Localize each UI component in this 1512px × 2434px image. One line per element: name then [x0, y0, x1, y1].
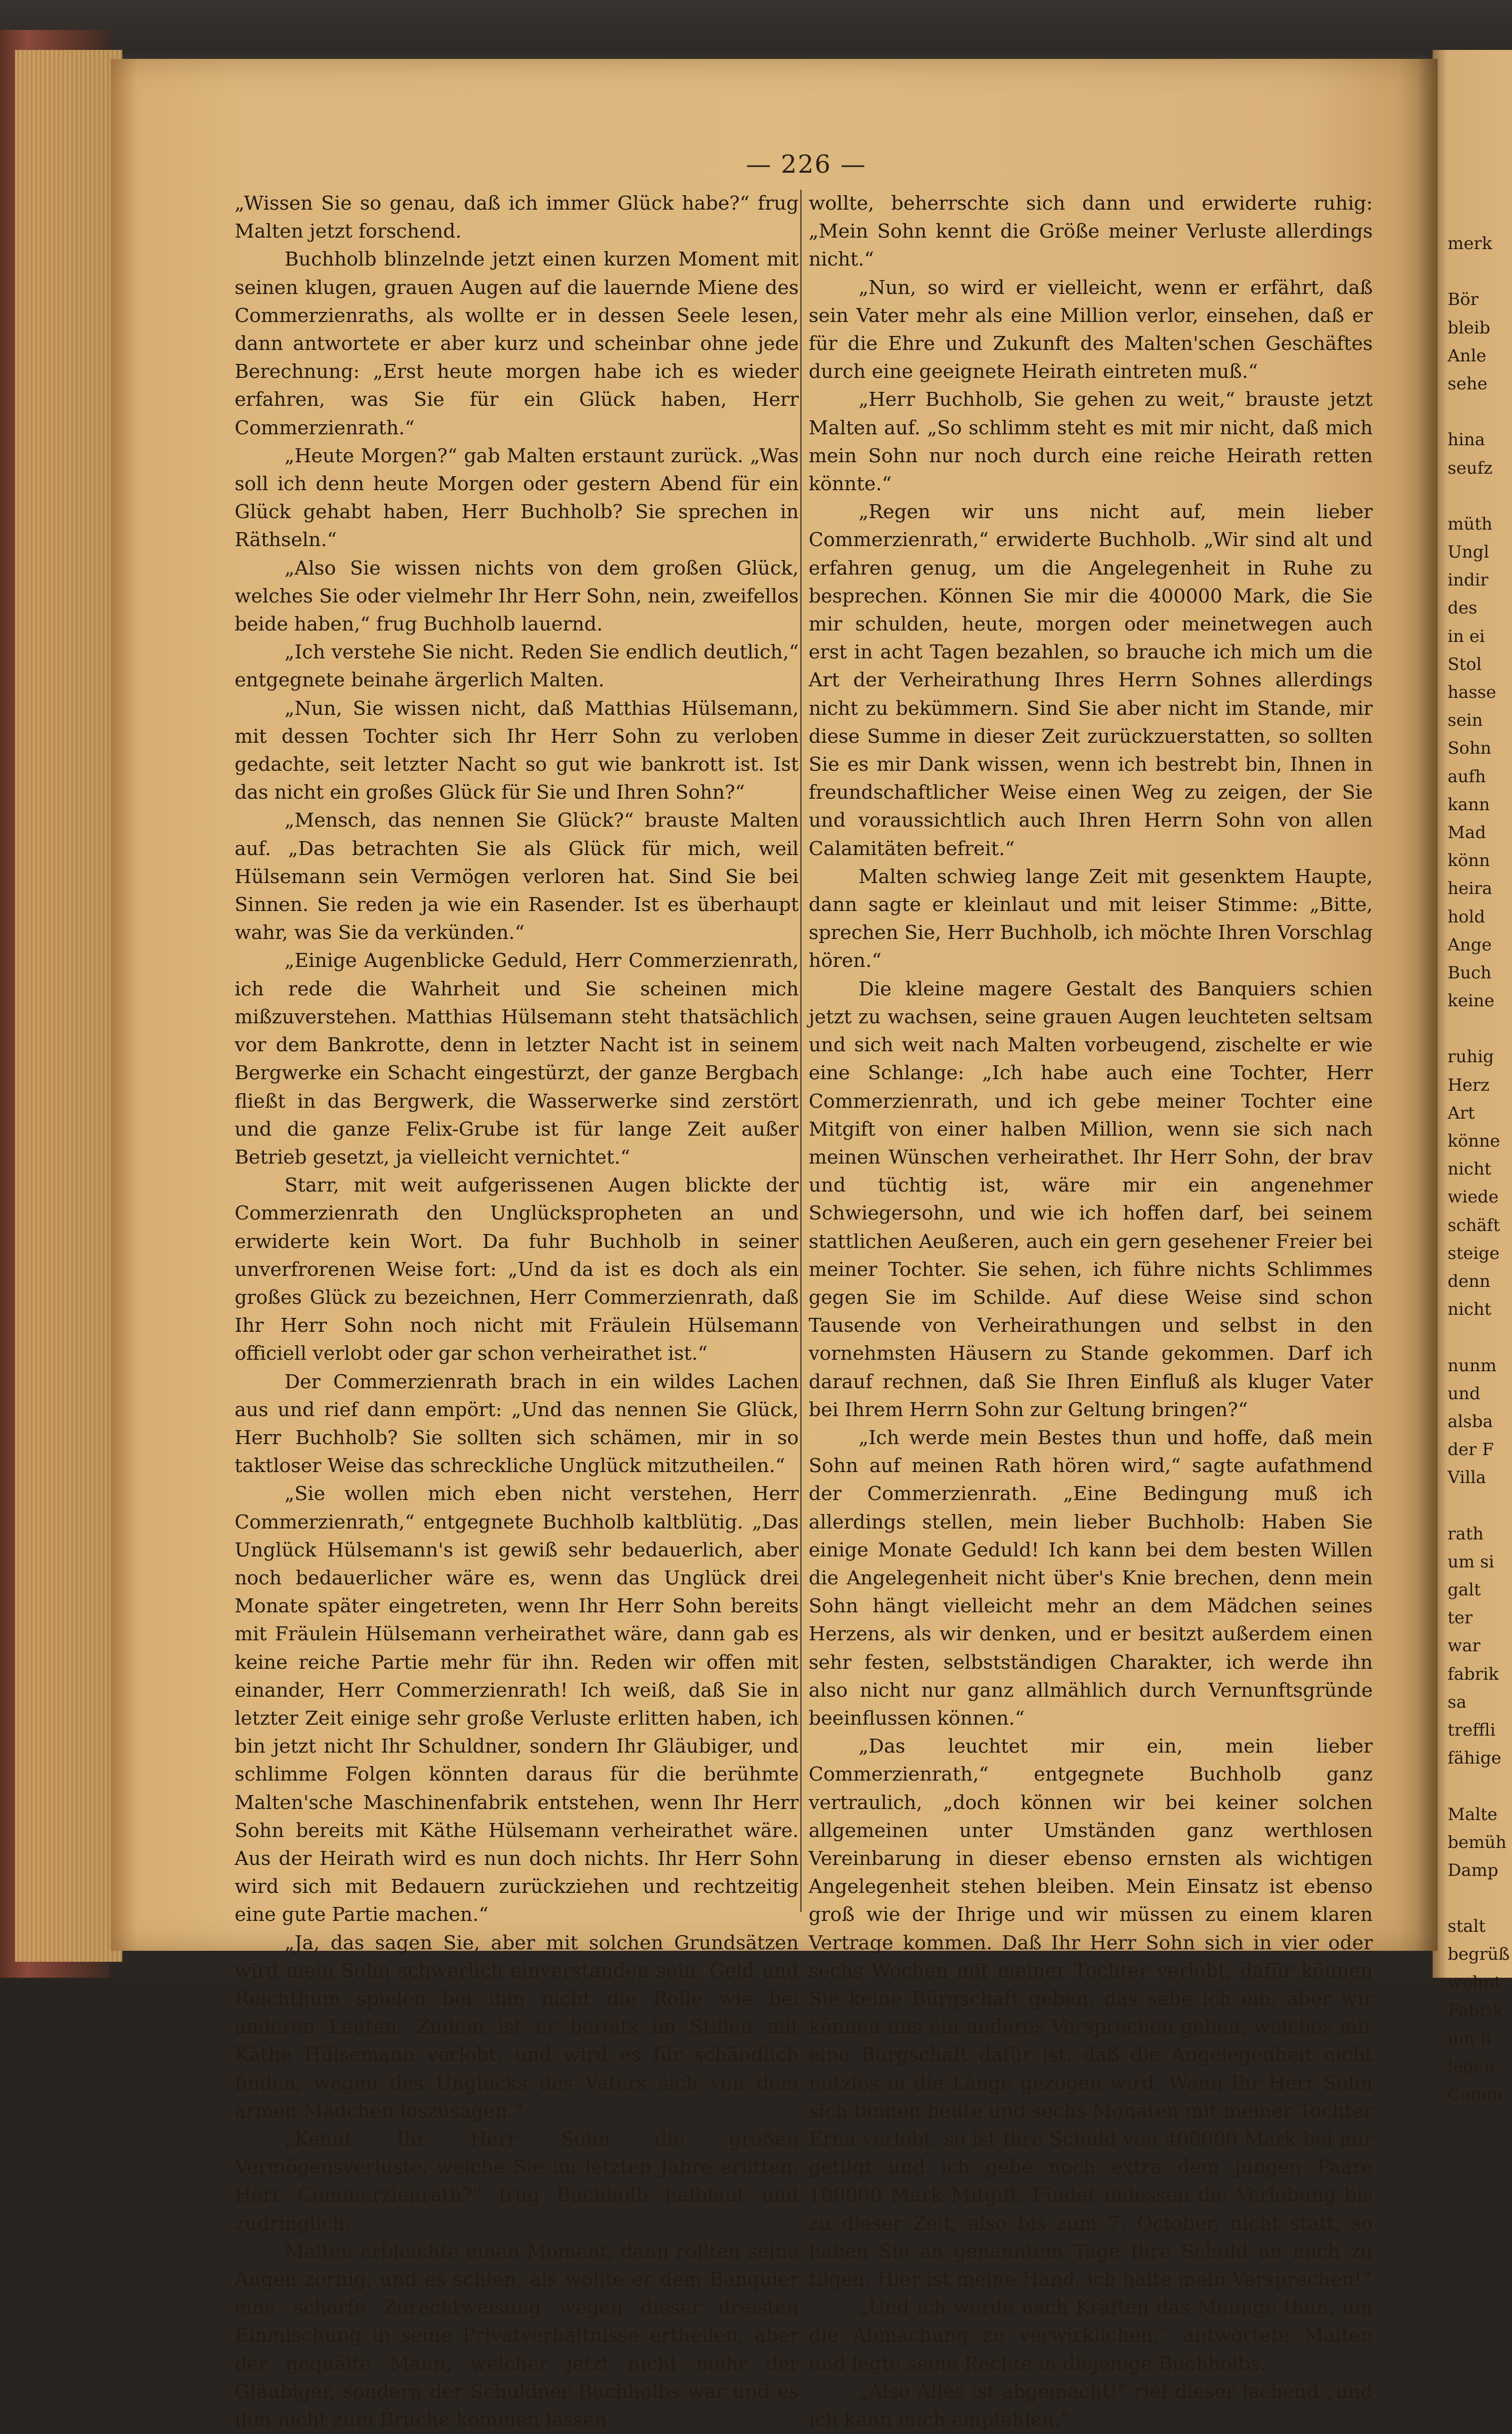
facing-page-line-fragment: Damp — [1448, 1860, 1499, 1880]
facing-page-line-fragment: Buch — [1448, 962, 1492, 983]
facing-page-line-fragment: wohnt — [1448, 1972, 1502, 1993]
paragraph: „Wissen Sie so genau, daß ich immer Glück habe?“ frug Malten jetzt forschend. — [235, 192, 799, 243]
paragraph: „Einige Augenblicke Geduld, Herr Commerzienrath, ich rede die Wahrheit und Sie scheinen mich mißzuverstehen. Matthias Hülsemann steht thatsächlich vor dem Bankrotte, denn in letzter Nacht ist in seinem Bergwerke ein Schacht eingestürzt, der ganze Bergbach fließt in das Bergwerk, die Wasserwerke sind zerstört und die ganze Felix-Grube ist für lange Zeit außer Betrieb gesetzt, ja vielleicht vernichtet.“ — [235, 949, 799, 1169]
facing-page-line-fragment: und — [1448, 1383, 1481, 1404]
paragraph: „Und ich werde nach Kräften das Meinige thun, um die Abmachung zu verwirklichen,“ antwortete Malten und legte seine Rechte in diejenige Buchholbs. — [809, 2296, 1373, 2375]
facing-page-line-fragment: ruhig — [1448, 1047, 1494, 1067]
paragraph: Starr, mit weit aufgerissenen Augen blickte der Commerzienrath den Unglückspropheten an und erwiderte kein Wort. Da fuhr Buchholb in seiner unverfrorenen Weise fort: „Und da ist es doch als ein großes Glück zu bezeichnen, Herr Commerzienrath, daß Ihr Herr Sohn noch nicht mit Fräulein Hülsemann officiell verlobt oder gar schon verheirathet ist.“ — [235, 1174, 799, 1365]
facing-page-line-fragment: hina — [1448, 430, 1485, 450]
spine-shadow — [1418, 59, 1438, 1951]
right-text-column — [809, 190, 1373, 2434]
page-edges-stack — [15, 50, 122, 1962]
facing-page-line-fragment: galt — [1448, 1580, 1481, 1600]
paragraph: „Also Alles ist abgemacht!“ rief dieser lachend „und ich kann mich empfehlen.“ — [809, 2380, 1373, 2432]
facing-page-line-fragment: Villa — [1448, 1468, 1486, 1488]
paragraph: Die kleine magere Gestalt des Banquiers schien jetzt zu wachsen, seine grauen Augen leuchteten seltsam und sich weit nach Malten vorbeugend, zischelte er wie eine Schlange: „Ich habe auch eine Tochter, Herr Commerzienrath, und ich gebe meiner Tochter eine Mitgift von einer halben Million, wenn sie sich nach meinen Wünschen verheirathet. Ihr Herr Sohn, der brav und tüchtig ist, wäre mir ein angenehmer Schwiegersohn, und wie ich hoffen darf, bei seinem stattlichen Aeußeren, auch ein gern gesehener Freier bei meiner Tochter. Sie sehen, ich führe nichts Schlimmes gegen Sie im Schilde. Auf diese Weise sind schon Tausende von Verheirathungen und selbst in den vornehmsten Häusern zu Stande gekommen. Darf ich darauf rechnen, daß Sie Ihren Einfluß als kluger Vater bei Ihrem Herrn Sohn zur Geltung bringen?“ — [809, 977, 1373, 1421]
paragraph: „Regen wir uns nicht auf, mein lieber Commerzienrath,“ erwiderte Buchholb. „Wir sind alt und erfahren genug, um die Angelegenheit in Ruhe zu besprechen. Können Sie mir die 400000 Mark, die Sie mir schulden, heute, morgen oder meinetwegen auch erst in acht Tagen bezahlen, so brauche ich mich um die Art der Verheirathung Ihres Herrn Sohnes allerdings nicht zu bekümmern. Sind Sie aber nicht im Stande, mir diese Summe in dieser Zeit zurückzuerstatten, so sollten Sie es mir Dank wissen, wenn ich bestrebt bin, Ihnen in freundschaftlicher Weise einen Weg zu zeigen, der Sie und voraussichtlich auch Ihren Herrn Sohn von allen Calamitäten befreit.“ — [809, 501, 1373, 860]
page-number: — 226 — — [746, 150, 867, 179]
facing-page-line-fragment — [1448, 482, 1512, 510]
facing-page-line-fragment: sehe — [1448, 373, 1488, 394]
facing-page-text-fragments — [1448, 230, 1512, 2109]
facing-page-line-fragment: Stol — [1448, 654, 1482, 674]
paragraph: „Ich verstehe Sie nicht. Reden Sie endlich deutlich,“ entgegnete beinahe ärgerlich Malten. — [235, 641, 799, 692]
facing-page-line-fragment: Herz — [1448, 1075, 1490, 1095]
facing-page-line-fragment: schäft — [1448, 1215, 1500, 1235]
facing-page-line-fragment: sa — [1448, 1692, 1467, 1712]
facing-page-line-fragment: fabrik — [1448, 1664, 1499, 1684]
facing-page-line-fragment: hasse — [1448, 682, 1497, 702]
facing-page-line-fragment: Anle — [1448, 345, 1487, 366]
paragraph: Der Commerzienrath brach in ein wildes Lachen aus und rief dann empört: „Und das nennen Sie Glück, Herr Buchholb? Sie sollten sich schämen, mir in so taktloser Weise das schreckliche Unglück mitzutheilen.“ — [235, 1370, 799, 1478]
facing-page-line-fragment: Sohn — [1448, 738, 1492, 759]
facing-page-line-fragment: nicht — [1448, 1299, 1492, 1320]
facing-page-line-fragment: aufh — [1448, 766, 1486, 787]
facing-page-line-fragment: ter — [1448, 1608, 1473, 1628]
facing-page-line-fragment — [1448, 1015, 1512, 1043]
facing-page-line-fragment: bleib — [1448, 317, 1491, 338]
facing-page-line-fragment: bemüh — [1448, 1832, 1507, 1852]
facing-page-line-fragment: des — [1448, 598, 1478, 618]
paragraph: „Kennt Ihr Herr Sohn die großen Vermögensverluste, welche Sie im letzten Jahre erlitten, Herr Commerzienrath?“ frug Buchholb halblaut und zudringlich. — [235, 2128, 799, 2235]
facing-page-line-fragment: nunm — [1448, 1355, 1497, 1376]
facing-page-line-fragment: heira — [1448, 879, 1493, 899]
facing-page-line-fragment: steige — [1448, 1243, 1500, 1263]
facing-page-line-fragment: indir — [1448, 570, 1489, 591]
paragraph: „Ja, das sagen Sie, aber mit solchen Grundsätzen wird mein Sohn schwerlich einverstanden sein, Geld und Reichthum spielen bei ihm nicht die Rolle wie bei anderen Leuten. Zudem ist er bereits im Stillen mit Käthe Hülsemann verlobt, und wird es für schändlich finden, wegen des Unglücks des Vaters sich von dem armen Mädchen loszusagen.“ — [235, 1931, 799, 2123]
facing-page-line-fragment: Ange — [1448, 934, 1492, 955]
facing-page-line-fragment: kann — [1448, 794, 1490, 815]
facing-page-line-fragment — [1448, 1884, 1512, 1912]
facing-page-line-fragment: Art — [1448, 1103, 1475, 1123]
paragraph: „Das leuchtet mir ein, mein lieber Commerzienrath,“ entgegnete Buchholb ganz vertraulich, „doch können wir bei keiner solchen allgemeinen unter Umständen ganz werthlosen Vereinbarung in dieser ebenso ernsten als wichtigen Angelegenheit stehen bleiben. Mein Einsatz ist ebenso groß wie der Ihrige und wir müssen zu einem klaren Vertrage kommen. Daß Ihr Herr Sohn sich in vier oder sechs Wochen mit meiner Tochter verlobt, dafür können Sie keine Bürgschaft geben, das sehe ich ein, aber wir können uns ein anderes Versprechen geben, welches mir eine Bürgschaft dafür ist, daß die Angelegenheit nicht nutzlos in die Länge gezogen wird. Wenn Ihr Herr Sohn sich binnen heute und sechs Monaten mit meiner Tochter Erna verlobt, so ist Ihre Schuld von 400000 Mark bei mir getilgt und ich gebe noch extra dem jungen Paare 100000 Mark Mitgift. Findet indessen die Verlobung bis zu dieser Zeit, also bis zum 7. October, nicht statt, so haben Sie an genanntem Tage Ihre Schuld an mich zu tilgen. Hier ist meine Hand, ich halte mein Versprechen!“ — [809, 1735, 1373, 2291]
paragraph: „Nun, so wird er vielleicht, wenn er erfährt, daß sein Vater mehr als eine Million verlor, einsehen, daß er für die Ehre und Zukunft des Malten'schen Geschäftes durch eine geeignete Heirath eintreten muß.“ — [809, 276, 1373, 383]
facing-page-line-fragment: Malte — [1448, 1804, 1498, 1825]
facing-page-line-fragment: um si — [1448, 1551, 1495, 1572]
facing-page-line-fragment: seufz — [1448, 458, 1493, 478]
left-text-column — [235, 190, 799, 2434]
facing-page-line-fragment: Fabrik — [1448, 2000, 1504, 2021]
paragraph: „Mensch, das nennen Sie Glück?“ brauste Malten auf. „Das betrachten Sie als Glück für mich, weil Hülsemann sein Vermögen verloren hat. Sind Sie bei Sinnen. Sie reden ja wie ein Rasender. Ist es überhaupt wahr, was Sie da verkünden.“ — [235, 809, 799, 944]
facing-page-line-fragment: denn — [1448, 1271, 1491, 1291]
facing-page-line-fragment: wiede — [1448, 1187, 1499, 1208]
facing-page-line-fragment — [1448, 398, 1512, 426]
facing-page-line-fragment: treffli — [1448, 1720, 1496, 1740]
facing-page-line-fragment: merk — [1448, 234, 1493, 254]
facing-page-line-fragment: in ei — [1448, 626, 1485, 646]
facing-page-line-fragment: müth — [1448, 514, 1493, 534]
paragraph: „Heute Morgen?“ gab Malten erstaunt zurück. „Was soll ich denn heute Morgen oder gestern Abend für ein Glück gehabt haben, Herr Buchholb? Sie sprechen in Räthseln.“ — [235, 444, 799, 552]
facing-page-line-fragment: könn — [1448, 851, 1490, 871]
paragraph: Buchholb blinzelnde jetzt einen kurzen Moment mit seinen klugen, grauen Augen auf die lauernde Miene des Commerzienraths, als wollte er in dessen Seele lesen, dann antwortete er aber kurz und scheinbar ohne jede Berechnung: „Erst heute morgen habe ich es wieder erfahren, was Sie für ein Glück haben, Herr Commerzienrath.“ — [235, 248, 799, 439]
paragraph: „Herr Buchholb, Sie gehen zu weit,“ brauste jetzt Malten auf. „So schlimm steht es mit mir nicht, daß mich mein Sohn nur noch durch eine reiche Heirath retten könnte.“ — [809, 388, 1373, 496]
facing-page-line-fragment: Comm — [1448, 2085, 1503, 2105]
facing-page-line-fragment: könne — [1448, 1131, 1500, 1151]
facing-page-line-fragment: der F — [1448, 1440, 1494, 1460]
facing-page-line-fragment: alsba — [1448, 1411, 1493, 1432]
facing-page-line-fragment — [1448, 1772, 1512, 1800]
facing-page-line-fragment: Ungl — [1448, 542, 1490, 563]
facing-page-line-fragment: legen — [1448, 2057, 1495, 2077]
facing-page-line-fragment — [1448, 1492, 1512, 1520]
facing-page-line-fragment: sein — [1448, 710, 1483, 731]
facing-page-line-fragment: begrüß — [1448, 1944, 1510, 1965]
facing-page-line-fragment: rath — [1448, 1523, 1484, 1544]
facing-page-line-fragment: fähige — [1448, 1748, 1502, 1769]
facing-page-line-fragment: keine — [1448, 991, 1495, 1011]
paragraph: „Nun, Sie wissen nicht, daß Matthias Hülsemann, mit dessen Tochter sich Ihr Herr Sohn zu verloben gedachte, seit letzter Nacht so gut wie bankrott ist. Ist das nicht ein großes Glück für Sie und Ihren Sohn?“ — [235, 697, 799, 804]
facing-page-line-fragment: hold — [1448, 907, 1486, 927]
facing-page-line-fragment: um fi — [1448, 2029, 1492, 2049]
facing-page-line-fragment: stalt — [1448, 1916, 1486, 1937]
paragraph: Malten schwieg lange Zeit mit gesenktem Haupte, dann sagte er kleinlaut und mit leiser Stimme: „Bitte, sprechen Sie, Herr Buchholb, ich möchte Ihren Vorschlag hören.“ — [809, 865, 1373, 972]
paragraph: Malten erbleichte einen Moment, dann rollten seine Augen zornig, und es schien, als wollte er dem Banquier eine scharfe Zurechtweisung wegen dieser dreisten Einmischung in seine Privatverhältnisse ertheilen, aber der gequälte Mann, welcher jetzt nicht mehr der Gläubiger, sondern der Schuldner Buchholbs war und es ihm nicht zum Bruche kommen lassen — [235, 2240, 799, 2432]
paragraph: „Ich werde mein Bestes thun und hoffe, daß mein Sohn auf meinen Rath hören wird,“ sagte aufathmend der Commerzienrath. „Eine Bedingung muß ich allerdings stellen, mein lieber Buchholb: Haben Sie einige Monate Geduld! Ich kann bei dem besten Willen die Angelegenheit nicht über's Knie brechen, denn mein Sohn hängt vielleicht mehr an dem Mädchen seines Herzens, als wir denken, und er besitzt außerdem einen sehr festen, selbstständigen Charakter, ich werde ihn also nicht nur ganz allmählich durch Vernunftsgründe beeinflussen können.“ — [809, 1426, 1373, 1730]
facing-page-line-fragment: war — [1448, 1636, 1481, 1656]
facing-page-line-fragment: Bör — [1448, 290, 1479, 310]
facing-page-line-fragment: nicht — [1448, 1159, 1492, 1180]
facing-page-line-fragment — [1448, 258, 1512, 286]
facing-page-line-fragment: Mad — [1448, 822, 1486, 843]
paragraph: wollte, beherrschte sich dann und erwiderte ruhig: „Mein Sohn kennt die Größe meiner Verluste allerdings nicht.“ — [809, 192, 1373, 271]
paragraph: „Sie wollen mich eben nicht verstehen, Herr Commerzienrath,“ entgegnete Buchholb kaltblütig. „Das Unglück Hülsemann's ist gewiß sehr bedauerlich, aber noch bedauerlicher wäre es, wenn das Unglück drei Monate später eingetreten, wenn Ihr Herr Sohn bereits mit Fräulein Hülsemann verheirathet wäre, dann gab es keine reiche Partie mehr für ihn. Reden wir offen mit einander, Herr Commerzienrath! Ich weiß, daß Sie in letzter Zeit einige sehr große Verluste erlitten haben, ich bin jetzt nicht Ihr Schuldner, sondern Ihr Gläubiger, und schlimme Folgen könnten daraus für die berühmte Malten'sche Maschinenfabrik entstehen, wenn Ihr Herr Sohn bereits mit Käthe Hülsemann verheirathet wäre. Aus der Heirath wird es nun doch nichts. Ihr Herr Sohn wird sich mit Bedauern zurückziehen und rechtzeitig eine gute Partie machen.“ — [235, 1483, 799, 1926]
facing-page-line-fragment — [1448, 1323, 1512, 1351]
paragraph: „Also Sie wissen nichts von dem großen Glück, welches Sie oder vielmehr Ihr Herr Sohn, nein, zweifellos beide haben,“ frug Buchholb lauernd. — [235, 557, 799, 636]
column-divider — [800, 190, 802, 1912]
